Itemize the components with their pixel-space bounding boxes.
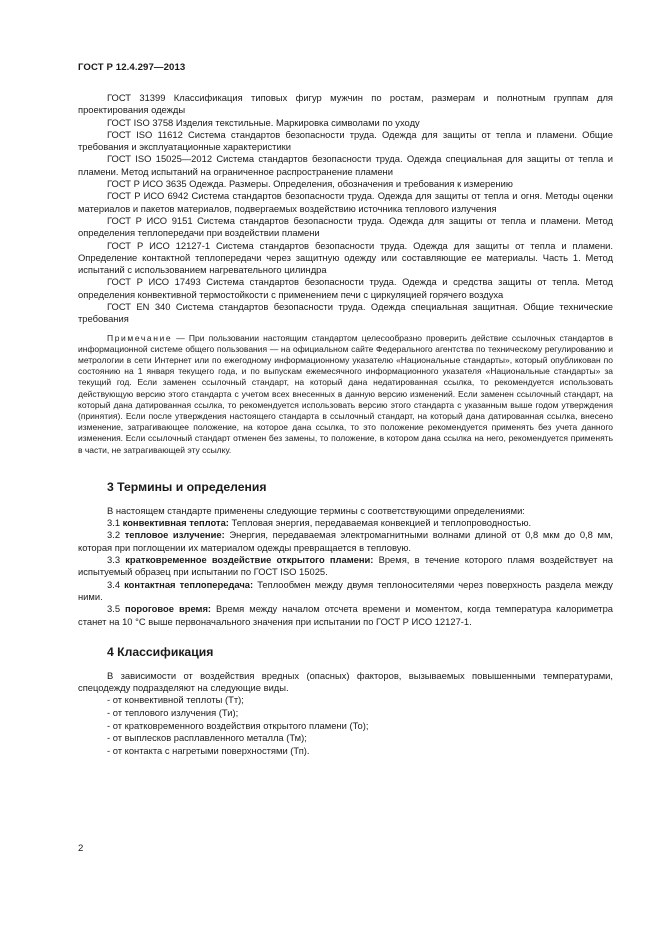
note-text: — При пользовании настоящим стандартом целесообразно проверить действие ссылочных стандартов в информационной системе общего пользования — на официальном сайте Федерального агентства по техническому регулированию и метрологии в сети Интернет или по ежегодному информационному указателю «Национальные стандарты», который опубликован по состоянию на 1 января текущего года, и по выпускам ежемесячного информационного указателя «Национальные стандарты» за текущий год. Если заменен ссылочный стандарт, на который дана недатированная ссылка, то рекомендуется использовать действующую версию этого стандарта с учетом всех внесенных в данную версию изменений. Если заменен ссылочный стандарт, на который дана датированная ссылка, то рекомендуется использовать версию этого стандарта с указанным выше годом утверждения (принятия). Если после утверждения настоящего стандарта в ссылочный стандарт, на который дана датированная ссылка, внесено изменение, затрагивающее положение, на которое дана ссылка, то это положение рекомендуется применять без учета данного изменения. Если ссылочный стандарт отменен без замены, то положение, в котором дана ссылка на него, рекомендуется применять в части, не затрагивающей эту ссылку.: [78, 332, 613, 455]
normative-references: [78, 92, 613, 326]
terms-intro: В настоящем стандарте применены следующие термины с соответствующими определениями:: [107, 504, 525, 516]
term-name: конвективная теплота:: [122, 517, 229, 529]
reference-item: ГОСТ Р ИСО 12127-1 Система стандартов безопасности труда. Одежда для защиты от тепла и пламени. Определение контактной теплопередачи через защитную одежду или составляющие ее материалы. Часть 1. Метод испытаний с использованием нагревательного цилиндра: [78, 239, 613, 276]
reference-item: ГОСТ ISO 11612 Система стандартов безопасности труда. Одежда для защиты от тепла и пламени. Общие требования и эксплуатационные характеристики: [78, 128, 613, 153]
term-name: пороговое время:: [125, 603, 212, 615]
note-label: Примечание: [107, 332, 173, 343]
term-name: кратковременное воздействие открытого пламени:: [125, 554, 374, 566]
page-content: [78, 92, 613, 757]
term-definition: 3.4 контактная теплопередача: Теплообмен между двумя теплоносителями через поверхность раздела между ними.: [78, 578, 613, 602]
reference-item: ГОСТ Р ИСО 3635 Одежда. Размеры. Определения, обозначения и требования к измерению: [107, 178, 513, 190]
section-heading-classification: 4 Классификация: [107, 644, 214, 659]
reference-item: ГОСТ ISO 3758 Изделия текстильные. Маркировка символами по уходу: [107, 116, 420, 128]
reference-item: ГОСТ EN 340 Система стандартов безопасности труда. Одежда специальная защитная. Общие технические требования: [78, 301, 613, 325]
term-definition: 3.2 тепловое излучение: Энергия, передаваемая электромагнитными волнами длиной от 0,8 мкм до 0,8 мм, которая при поглощении их материалом одежды превращается в тепловую.: [78, 529, 613, 553]
list-item: - от теплового излучения (Ти);: [107, 707, 239, 719]
classification-list: [78, 694, 613, 757]
reference-item: ГОСТ 31399 Классификация типовых фигур мужчин по ростам, размерам и полнотным группам для проектирования одежды: [78, 92, 613, 116]
note-paragraph: [78, 333, 613, 456]
list-item: - от выплесков расплавленного металла (Тм);: [107, 732, 307, 744]
term-definition: 3.3 кратковременное воздействие открытого пламени: Время, в течение которого пламя воздействует на испытуемый образец при испытании по ГОСТ ISO 15025.: [78, 554, 613, 578]
reference-item: ГОСТ Р ИСО 6942 Система стандартов безопасности труда. Одежда для защиты от тепла и огня. Методы оценки материалов и пакетов материалов, подвергаемых воздействию источника теплового излучения: [78, 190, 613, 214]
term-name: контактная теплопередача:: [124, 578, 254, 590]
term-definition: 3.1 конвективная теплота: Тепловая энергия, передаваемая конвекцией и теплопроводностью.: [107, 517, 532, 529]
term-definition: 3.5 пороговое время: Время между началом отсчета времени и моментом, когда температура калориметра станет на 10 °С выше первоначального значения при испытании по ГОСТ Р ИСО 12127-1.: [78, 603, 613, 627]
list-item: - от контакта с нагретыми поверхностями (Тп).: [107, 744, 310, 756]
reference-item: ГОСТ ISO 15025—2012 Система стандартов безопасности труда. Одежда специальная для защиты от тепла и пламени. Метод испытаний на ограниченное распространение пламени: [78, 153, 613, 177]
classification-intro: В зависимости от воздействия вредных (опасных) факторов, вызываемых повышенными температурами, спецодежду подразделяют на следующие виды.: [78, 669, 613, 694]
term-name: тепловое излучение:: [124, 529, 225, 541]
reference-item: ГОСТ Р ИСО 17493 Система стандартов безопасности труда. Одежда и средства защиты от тепла. Метод определения конвективной термостойкости с применением печи с циркуляцией горячего воздуха: [78, 276, 613, 300]
section-heading-terms: 3 Термины и определения: [107, 479, 267, 494]
page-number: 2: [78, 843, 84, 854]
document-header: ГОСТ Р 12.4.297—2013: [78, 62, 186, 73]
reference-item: ГОСТ Р ИСО 9151 Система стандартов безопасности труда. Одежда для защиты от тепла и пламени. Метод определения теплопередачи при воздействии пламени: [78, 214, 613, 239]
list-item: - от кратковременного воздействия открытого пламени (То);: [107, 719, 369, 731]
list-item: - от конвективной теплоты (Тт);: [107, 694, 244, 706]
